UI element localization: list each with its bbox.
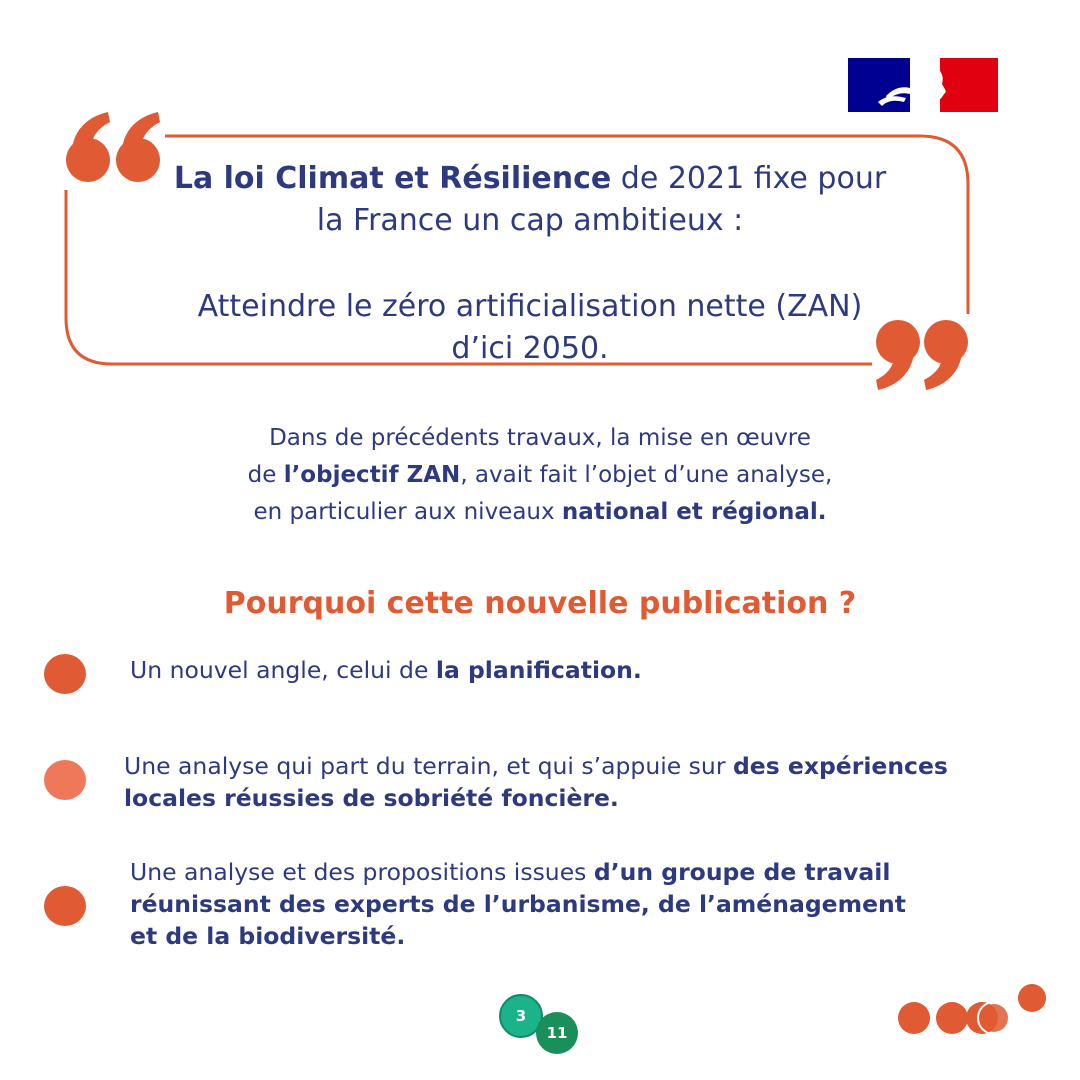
bullet-dot-1 [44, 654, 86, 694]
bullet-3-bold-2: réunissant des experts de l’urbanisme, de l’aménagement [130, 890, 906, 918]
intro-paragraph [150, 420, 930, 531]
bullet-dot-3 [44, 886, 86, 926]
bullet-3-text: Une analyse et des propositions issues [130, 858, 594, 886]
quote-line2: la France un cap ambitieux : [316, 203, 744, 238]
intro-line2-a: de [247, 462, 284, 488]
intro-line3-a: en particulier aux niveaux [253, 499, 562, 525]
page-current: 3 [515, 1007, 527, 1025]
bullet-3 [130, 856, 906, 952]
quote-text [150, 158, 910, 370]
bullet-2-bold-2: locales réussies de sobriété foncière. [124, 784, 619, 812]
bullet-3-bold-3: et de la biodiversité. [130, 922, 406, 950]
bullet-2 [124, 750, 948, 814]
open-quote-icon [66, 112, 160, 182]
bullet-dot-2 [44, 760, 86, 800]
intro-line2-b: , avait fait l’objet d’une analyse, [460, 462, 833, 488]
section-heading: Pourquoi cette nouvelle publication ? [223, 586, 857, 621]
intro-line3-bold: national et régional. [561, 499, 827, 525]
quote-bold-lead: La loi Climat et Résilience [173, 161, 612, 196]
bullet-2-bold-1: des expériences [732, 752, 948, 780]
intro-line1: Dans de précédents travaux, la mise en œuvre [269, 425, 811, 451]
quote-line3: Atteindre le zéro artificialisation nette (ZAN) [197, 289, 863, 324]
bullet-2-text: Une analyse qui part du terrain, et qui s’appuie sur [124, 752, 733, 780]
bullet-1 [130, 654, 642, 686]
bullet-1-bold: la planification. [435, 656, 642, 684]
page-total-badge [536, 1012, 578, 1054]
bullet-1-text: Un nouvel angle, celui de [130, 656, 436, 684]
bullet-3-bold-1: d’un groupe de travail [593, 858, 891, 886]
intro-line2-bold: l’objectif ZAN [283, 462, 461, 488]
quote-line1-rest: de 2021 fixe pour [611, 161, 887, 196]
page-total: 11 [546, 1024, 568, 1042]
decorative-dots [890, 980, 1060, 1040]
quote-line4: d’ici 2050. [451, 331, 609, 366]
